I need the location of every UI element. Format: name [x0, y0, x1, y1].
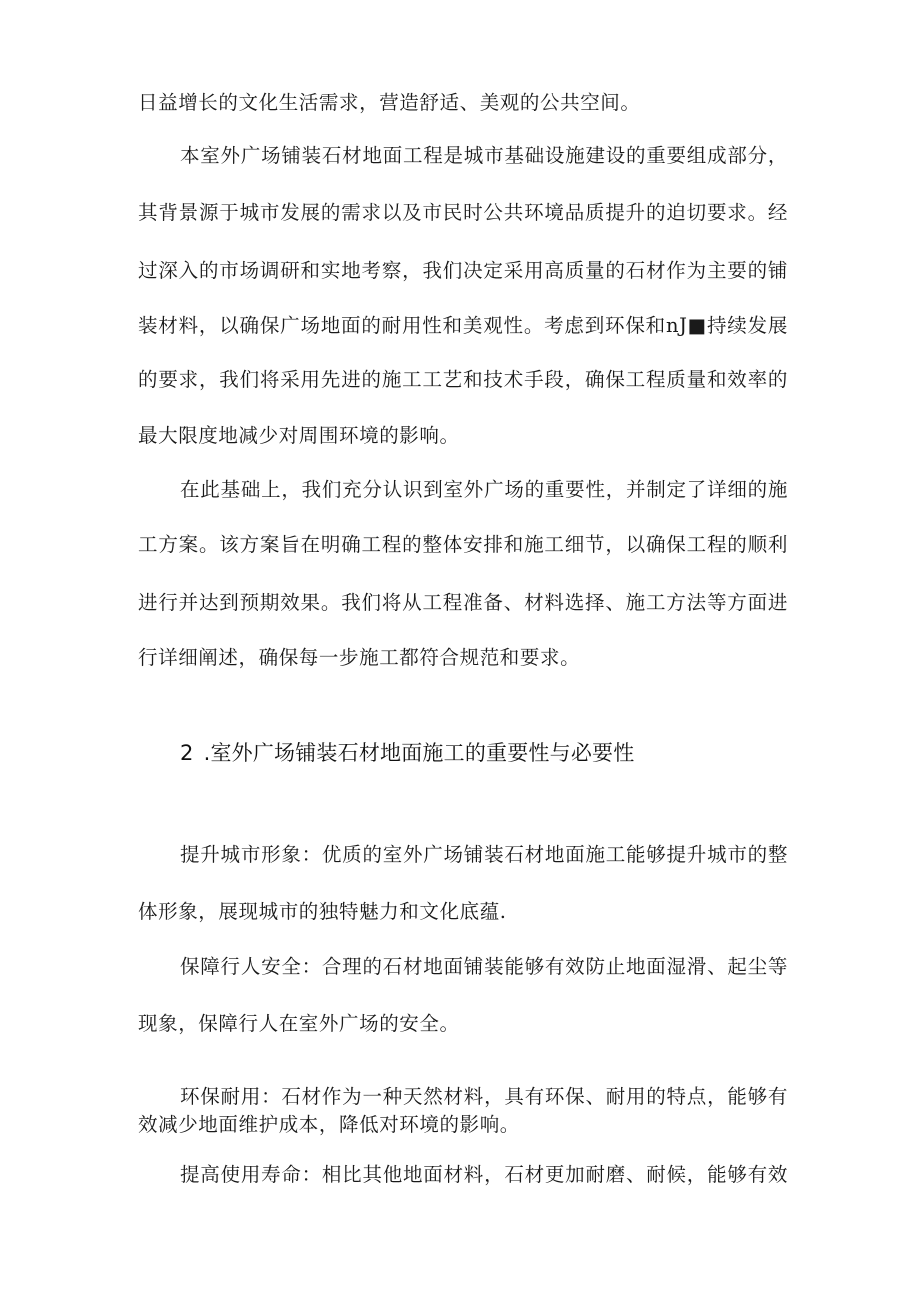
point-2-line-2: 现象，保障行人在室外广场的安全。: [138, 1012, 460, 1035]
paragraph-2-line-1: 本室外广场铺装石材地面工程是城市基础设施建设的重要组成部分，: [180, 144, 788, 167]
paragraph-3-line-2: 工方案。该方案旨在明确工程的整体安排和施工细节，以确保工程的顺利: [138, 533, 788, 556]
point-4-line-1: 提高使用寿命：相比其他地面材料，石材更加耐磨、耐候，能够有效: [180, 1163, 788, 1186]
paragraph-2-line-2: 其背景源于城市发展的需求以及市民时公共环境品质提升的迫切要求。经: [138, 201, 788, 224]
point-3-line-1: 环保耐用：石材作为一种天然材料，具有环保、耐用的特点，能够有: [180, 1085, 788, 1108]
paragraph-2-line-3: 过深入的市场调研和实地考察，我们决定采用高质量的石材作为主要的铺: [138, 259, 788, 282]
section-heading-number: 2: [180, 741, 194, 765]
paragraph-2-line-5: 的要求，我们将采用先进的施工工艺和技术手段，确保工程质量和效率的: [138, 368, 788, 391]
paragraph-1-line-1: 日益增长的文化生活需求，营造舒适、美观的公共空间。: [138, 91, 641, 114]
paragraph-3-line-3: 进行并达到预期效果。我们将从工程准备、材料选择、施工方法等方面进: [138, 591, 788, 614]
section-heading-title: .室外广场铺装石材地面施工的重要性与必要性: [203, 741, 635, 765]
paragraph-3-line-4: 行详细阐述，确保每一步施工都符合规范和要求。: [138, 646, 581, 669]
paragraph-3-line-1: 在此基础上，我们充分认识到室外广场的重要性，并制定了详细的施: [180, 478, 788, 501]
paragraph-2-line-6: 最大限度地减少对周围环境的影响。: [138, 424, 460, 447]
point-3-line-2: 效减少地面维护成本，降低对环境的影响。: [138, 1113, 520, 1136]
paragraph-2-line-4: 装材料，以确保广场地面的耐用性和美观性。考虑到环保和nJ■持续发展: [138, 314, 788, 337]
point-1-line-1: 提升城市形象：优质的室外广场铺装石材地面施工能够提升城市的整: [180, 843, 788, 866]
section-heading: [180, 739, 634, 767]
point-1-line-2: 体形象，展现城市的独特魅力和文化底蕴.: [138, 900, 507, 923]
point-2-line-1: 保障行人安全：合理的石材地面铺装能够有效防止地面湿滑、起尘等: [180, 955, 788, 978]
